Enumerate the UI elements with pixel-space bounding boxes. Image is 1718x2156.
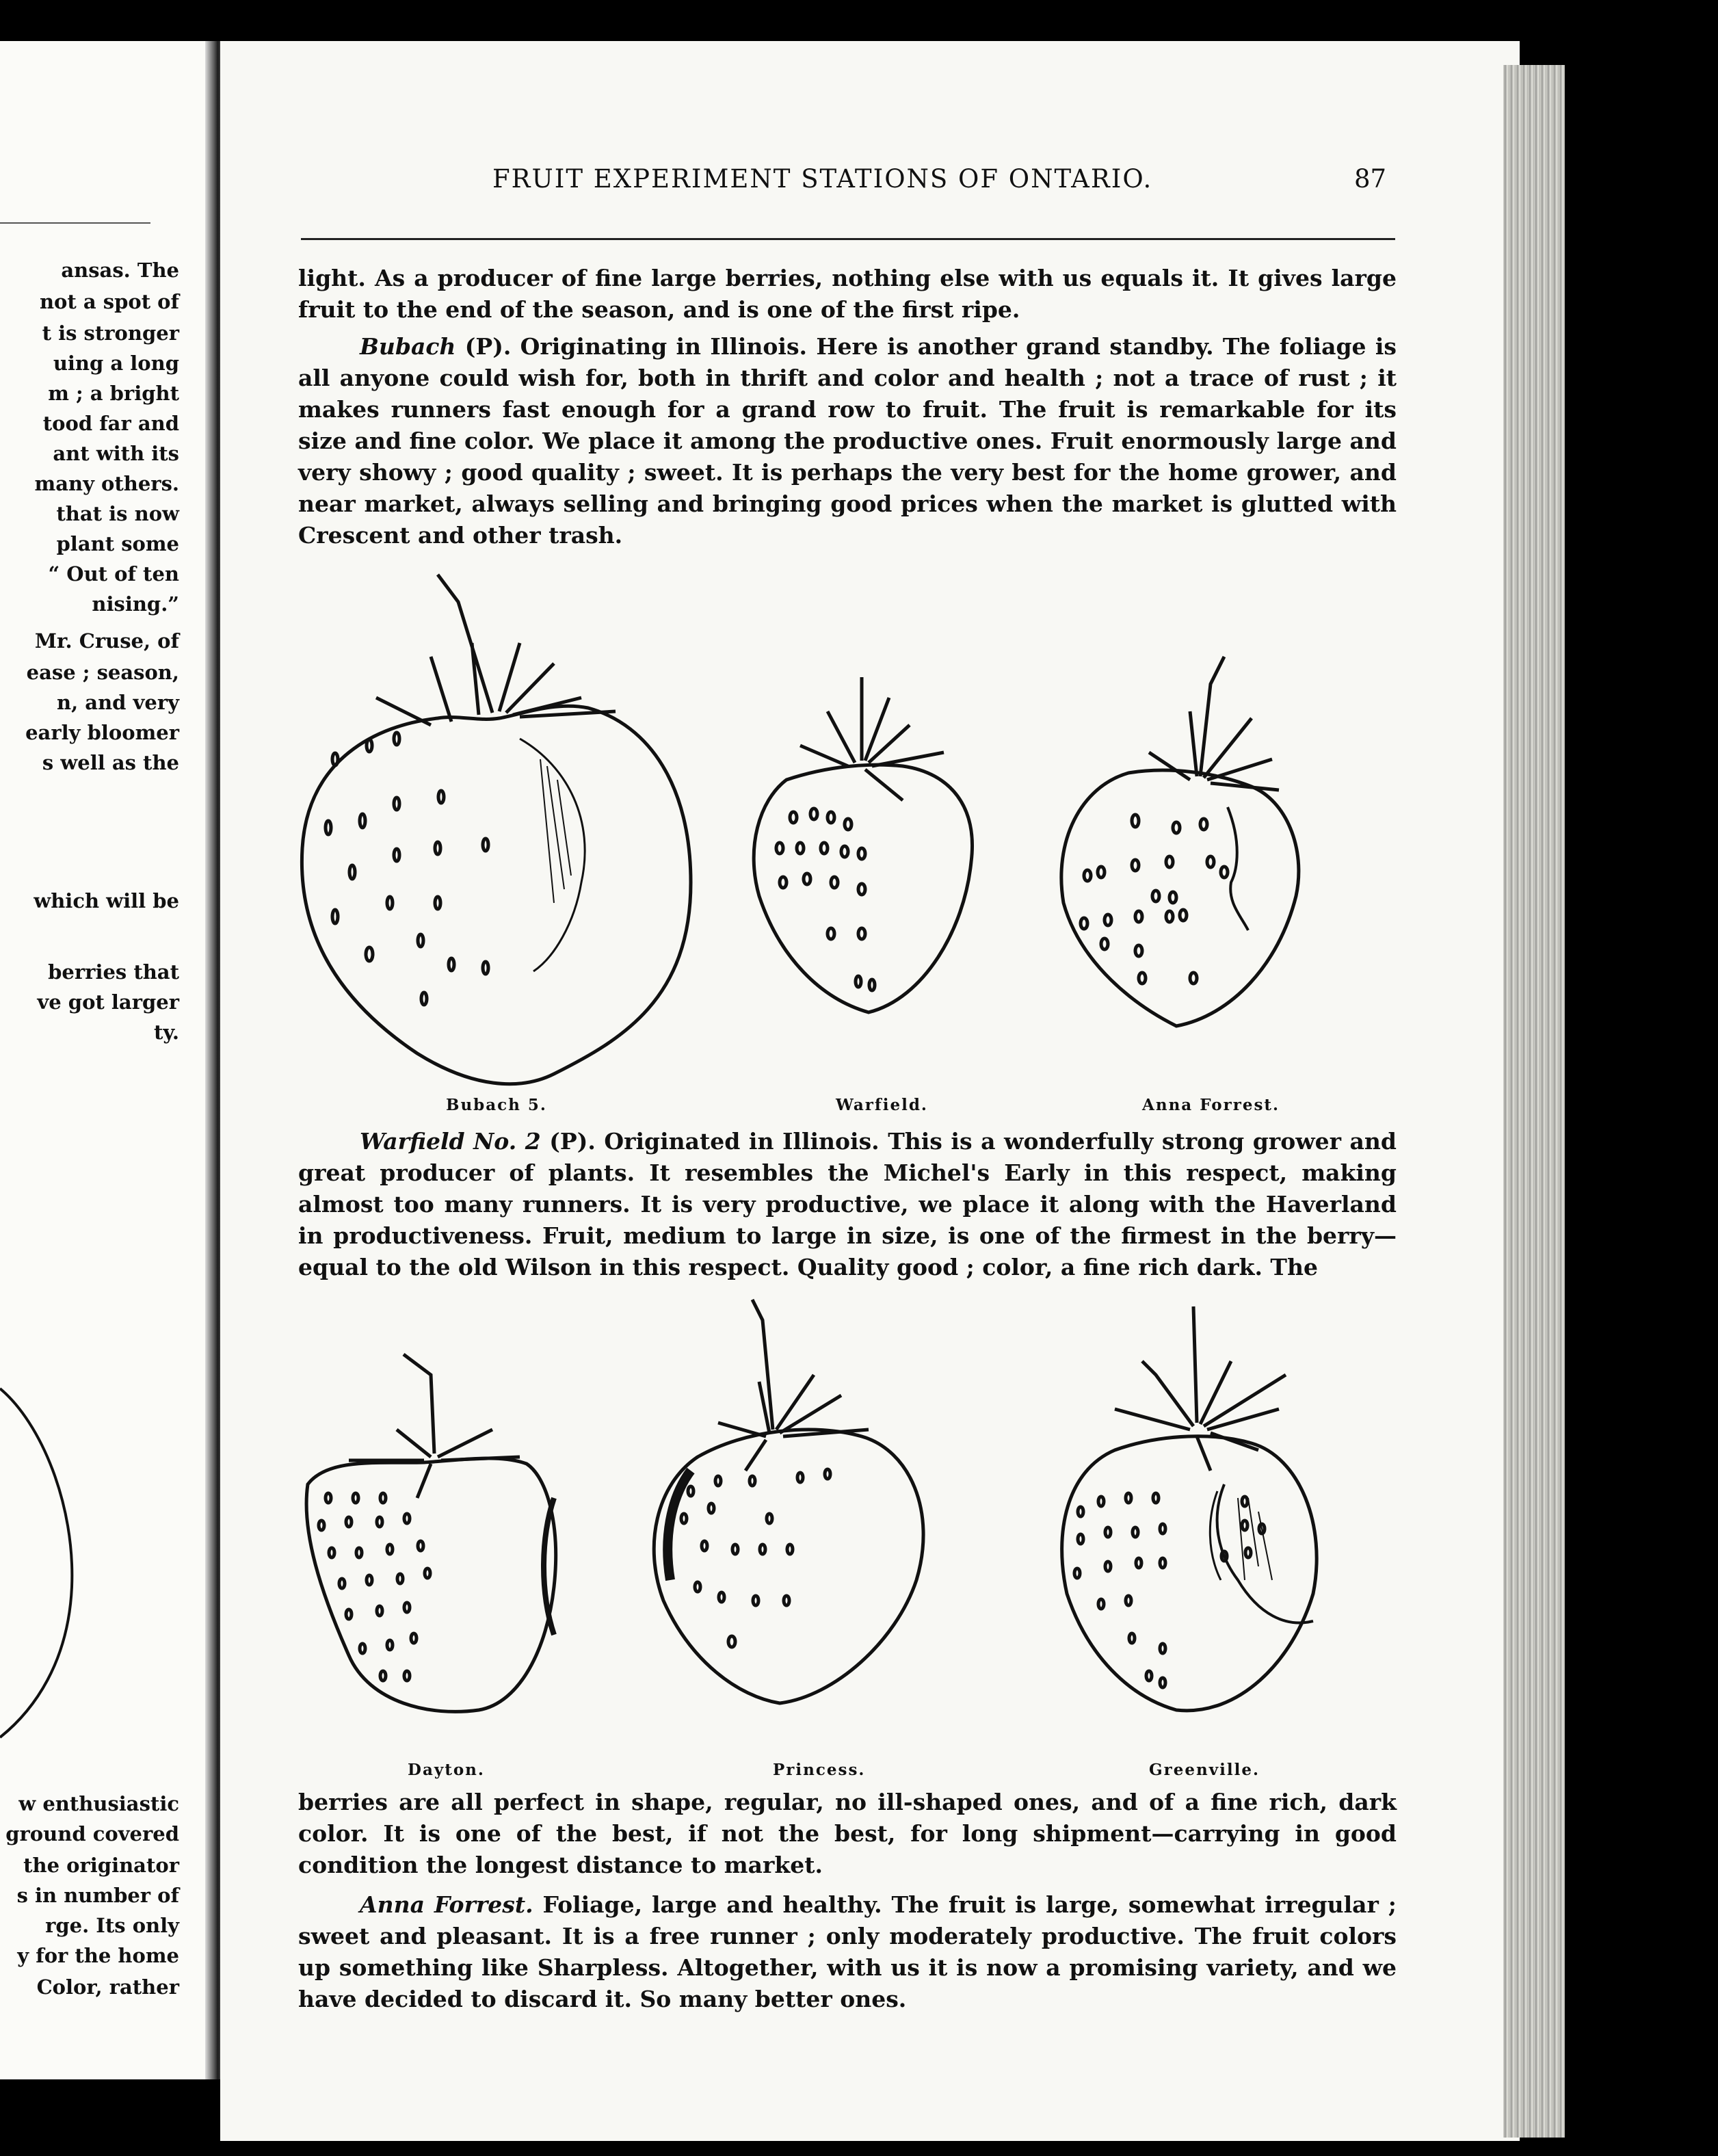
left-line: which will be [34, 889, 179, 912]
strawberry-greenville-illustration [1062, 1306, 1317, 1711]
left-line: ant with its [53, 442, 179, 465]
running-header [301, 164, 1395, 205]
variety-name: Anna Forrest. [360, 1891, 533, 1918]
caption-bubach: Bubach 5. [446, 1096, 547, 1114]
strawberry-figure-row-1 [294, 561, 1388, 1108]
left-line: y for the home [17, 1944, 179, 1967]
left-line: ground covered [5, 1822, 179, 1845]
paragraph-warfield [298, 1126, 1397, 1283]
variety-name: Bubach [360, 333, 456, 360]
partial-strawberry-illustration [0, 1368, 82, 1751]
caption-dayton: Dayton. [408, 1761, 485, 1779]
page-edges [1503, 65, 1565, 2138]
paragraph-text: berries are all perfect in shape, regular, no ill-shaped ones, and of a fine rich, dark color. It is one of the best, if not the best, for long shipment—carrying in good condition the longest distance to market. [298, 1789, 1397, 1878]
left-line: early bloomer [25, 721, 179, 744]
strawberry-figure-row-2 [294, 1293, 1388, 1772]
left-line: Mr. Cruse, of [34, 629, 179, 653]
left-line: “ Out of ten [48, 562, 179, 586]
strawberry-dayton-illustration [306, 1354, 556, 1711]
paragraph-berries [298, 1787, 1397, 1881]
paragraph-text: light. As a producer of fine large berries, nothing else with us equals it. It gives large fruit to the end of the season, and is one of the first ripe. [298, 265, 1397, 323]
strawberry-bubach-illustration [302, 575, 691, 1084]
strawberry-warfield-illustration [754, 677, 972, 1012]
paragraph-text: Foliage, large and healthy. The fruit is large, somewhat irregular ; sweet and pleasant. It is a free runner ; only moderately productive. The fruit colors up something like Sharpless. Altogether, with us it is now a promising variety, and we have decided to discard it. So many better ones. [298, 1891, 1397, 2012]
left-line: w enthusiastic [18, 1792, 179, 1815]
running-title: FRUIT EXPERIMENT STATIONS OF ONTARIO. [492, 164, 1153, 194]
paragraph-bubach [298, 331, 1397, 551]
caption-anna-forrest: Anna Forrest. [1142, 1096, 1280, 1114]
left-line: the originator [23, 1854, 179, 1877]
left-line: n, and very [57, 691, 179, 714]
caption-warfield: Warfield. [836, 1096, 928, 1114]
left-line: m ; a bright [48, 382, 179, 405]
page-number: 87 [1354, 164, 1387, 194]
left-line: ansas. The [61, 259, 179, 282]
caption-princess: Princess. [773, 1761, 866, 1779]
left-line: plant some [56, 532, 179, 555]
left-page-text [0, 0, 217, 2156]
variety-name: Warfield No. 2 [360, 1128, 541, 1155]
left-line: ve got larger [37, 990, 179, 1014]
left-line: ty. [153, 1021, 179, 1044]
left-line: s well as the [42, 751, 179, 774]
left-line: not a spot of [39, 290, 179, 313]
left-line: that is now [56, 502, 179, 525]
left-line: many others. [34, 472, 179, 495]
strawberry-princess-illustration [654, 1300, 923, 1703]
left-line: t is stronger [42, 321, 179, 345]
header-rule [301, 238, 1395, 240]
left-line: rge. Its only [45, 1914, 179, 1937]
left-line: berries that [48, 960, 179, 984]
paragraph-text: (P). Originating in Illinois. Here is another grand standby. The foliage is all anyone could wish for, both in thrift and color and health ; not a trace of rust ; it makes runners fast enough for a grand row to fruit. The fruit is remarkable for its size and fine color. We place it among the productive ones. Fruit enormously large and very showy ; good quality ; sweet. It is perhaps the very best for the home grower, and near market, always selling and bringing good prices when the market is glutted with Crescent and other trash. [298, 333, 1397, 549]
paragraph-anna-forrest [298, 1889, 1397, 2015]
left-line: s in number of [16, 1884, 179, 1907]
left-line: uing a long [53, 352, 179, 375]
left-line: Color, rather [36, 1975, 179, 1999]
left-line: nising.” [92, 592, 179, 616]
left-line: tood far and [42, 412, 179, 435]
left-line: ease ; season, [26, 661, 179, 684]
caption-greenville: Greenville. [1149, 1761, 1260, 1779]
paragraph-light [298, 263, 1397, 326]
paragraph-text: (P). Originated in Illinois. This is a wonderfully strong grower and great producer of plants. It resembles the Michel's Early in this respect, making almost too many runners. It is very productive, we place it along with the Haverland in productiveness. Fruit, medium to large in size, is one of the firmest in the berry—equal to the old Wilson in this respect. Quality good ; color, a fine rich dark. The [298, 1128, 1397, 1280]
strawberry-anna-forrest-illustration [1061, 657, 1299, 1026]
